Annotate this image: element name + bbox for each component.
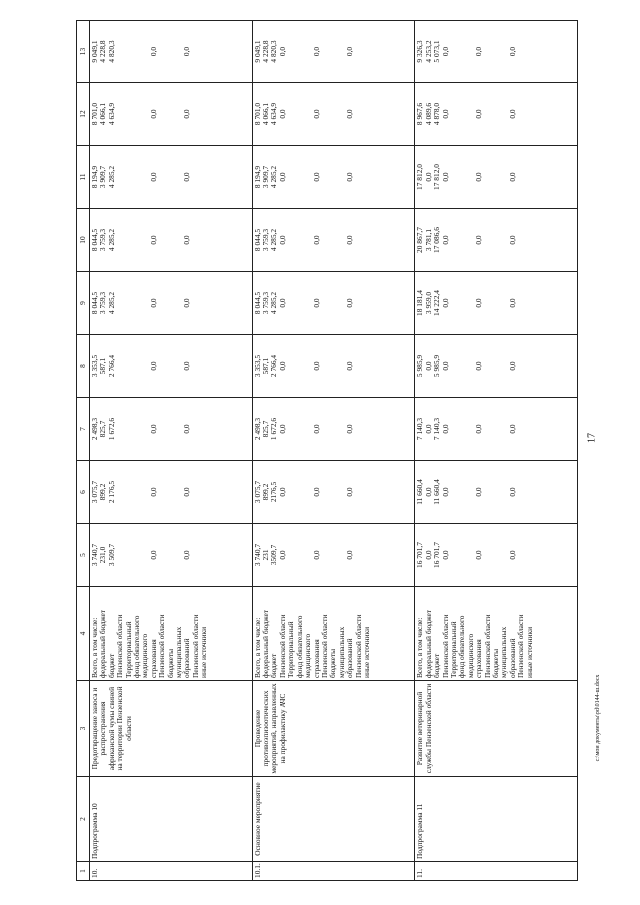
column-header: 3 — [77, 681, 90, 777]
value-col10: 20 867,7 3 781,1 17 086,6 0,0 0,0 0,0 — [415, 209, 578, 272]
table-row — [252, 21, 415, 881]
value-col13: 9 326,3 4 253,2 5 073,1 0,0 0,0 0,0 — [415, 21, 578, 83]
row-number: 10.1. — [252, 862, 415, 881]
program-name: Подпрограмма 10 — [90, 777, 253, 862]
header-row — [77, 21, 90, 881]
column-header: 7 — [77, 398, 90, 461]
row-number: 11. — [415, 862, 578, 881]
funding-sources: Всего, в том числе: федеральный бюджет бюджет Пензенской области Территориальный фонд обязательного медицинского страхования Пензенской области бюджеты муниципальных образований Пензенской области иные источники — [252, 587, 415, 681]
column-header: 12 — [77, 83, 90, 146]
value-col9: 18 181,4 3 959,0 14 222,4 0,0 0,0 0,0 — [415, 272, 578, 335]
value-col11: 8 194,9 3 909,7 4 285,2 0,0 0,0 — [90, 146, 253, 209]
value-col5: 3 740,7 231 3509,7 0,0 0,0 0,0 — [252, 524, 415, 587]
measure-name: Развитие ветеринарной службы Пензенской области — [415, 681, 578, 777]
value-col6: 3 075,7 899,2 2 176,5 0,0 0,0 — [90, 461, 253, 524]
funding-sources: Всего, в том числе: федеральный бюджет бюджет Пензенской области Территориальный фонд обязательного медицинского страхования Пензенской области бюджеты муниципальных образований Пензенской области иные источники — [90, 587, 253, 681]
table-row — [415, 21, 578, 881]
measure-name: Предотвращение заноса и распространения африканской чумы свиней на территории Пензенской области — [90, 681, 253, 777]
value-col11: 17 812,0 0,0 17 812,0 0,0 0,0 0,0 — [415, 146, 578, 209]
column-header: 4 — [77, 587, 90, 681]
table-row — [90, 21, 253, 881]
column-header: 6 — [77, 461, 90, 524]
value-col5: 3 740,7 231,0 3 509,7 0,0 0,0 — [90, 524, 253, 587]
program-name: Подпрограмма 11 — [415, 777, 578, 862]
column-header: 2 — [77, 777, 90, 862]
file-path-footer: c:\мои документы\pd\0144-ш.docx — [595, 674, 601, 762]
value-col12: 8 701,0 4 066,1 4 634,9 0,0 0,0 — [90, 83, 253, 146]
page-number: 17 — [586, 433, 598, 443]
value-col13: 9 049,1 4 228,8 4 820,3 0,0 0,0 0,0 — [252, 21, 415, 83]
value-col7: 2 498,3 825,7 1 672,6 0,0 0,0 0,0 — [252, 398, 415, 461]
value-col10: 8 044,5 3 759,3 4 285,2 0,0 0,0 0,0 — [252, 209, 415, 272]
value-col6: 11 660,4 0,0 11 660,4 0,0 0,0 0,0 — [415, 461, 578, 524]
value-col13: 9 049,1 4 228,8 4 820,3 0,0 0,0 — [90, 21, 253, 83]
value-col12: 8 701,0 4 066,1 4 634,9 0,0 0,0 0,0 — [252, 83, 415, 146]
column-header: 10 — [77, 209, 90, 272]
funding-sources: Всего, в том числе: федеральный бюджет бюджет Пензенской области Территориальный фонд обязательного медицинского страхования Пензенской области бюджеты муниципальных образований Пензенской области иные источники — [415, 587, 578, 681]
column-header: 1 — [77, 862, 90, 881]
column-header: 11 — [77, 146, 90, 209]
value-col9: 8 044,5 3 759,3 4 285,2 0,0 0,0 0,0 — [252, 272, 415, 335]
value-col7: 2 498,3 825,7 1 672,6 0,0 0,0 — [90, 398, 253, 461]
measure-name: Проведение противоэпизоотических мероприятий, направленных на профилактику АЧС — [252, 681, 415, 777]
budget-table-rotated — [76, 21, 578, 881]
value-col8: 5 985,9 0,0 5 985,9 0,0 0,0 0,0 — [415, 335, 578, 398]
value-col8: 3 353,5 587,1 2 766,4 0,0 0,0 — [90, 335, 253, 398]
value-col10: 8 044,5 3 759,3 4 285,2 0,0 0,0 — [90, 209, 253, 272]
program-name: Основное мероприятие — [252, 777, 415, 862]
value-col7: 7 140,3 0,0 7 140,3 0,0 0,0 0,0 — [415, 398, 578, 461]
value-col9: 8 044,5 3 759,3 4 285,2 0,0 0,0 — [90, 272, 253, 335]
value-col6: 3 075,7 899,2 2176,5 0,0 0,0 0,0 — [252, 461, 415, 524]
row-number: 10. — [90, 862, 253, 881]
value-col12: 8 967,6 4 089,6 4 878,0 0,0 0,0 0,0 — [415, 83, 578, 146]
value-col11: 8 194,9 3 909,7 4 285,2 0,0 0,0 0,0 — [252, 146, 415, 209]
value-col8: 3 353,5 587,1 2 766,4 0,0 0,0 0,0 — [252, 335, 415, 398]
column-header: 5 — [77, 524, 90, 587]
column-header: 13 — [77, 21, 90, 83]
budget-table — [76, 20, 578, 881]
value-col5: 16 701,7 0,0 16 701,7 0,0 0,0 0,0 — [415, 524, 578, 587]
column-header: 9 — [77, 272, 90, 335]
column-header: 8 — [77, 335, 90, 398]
